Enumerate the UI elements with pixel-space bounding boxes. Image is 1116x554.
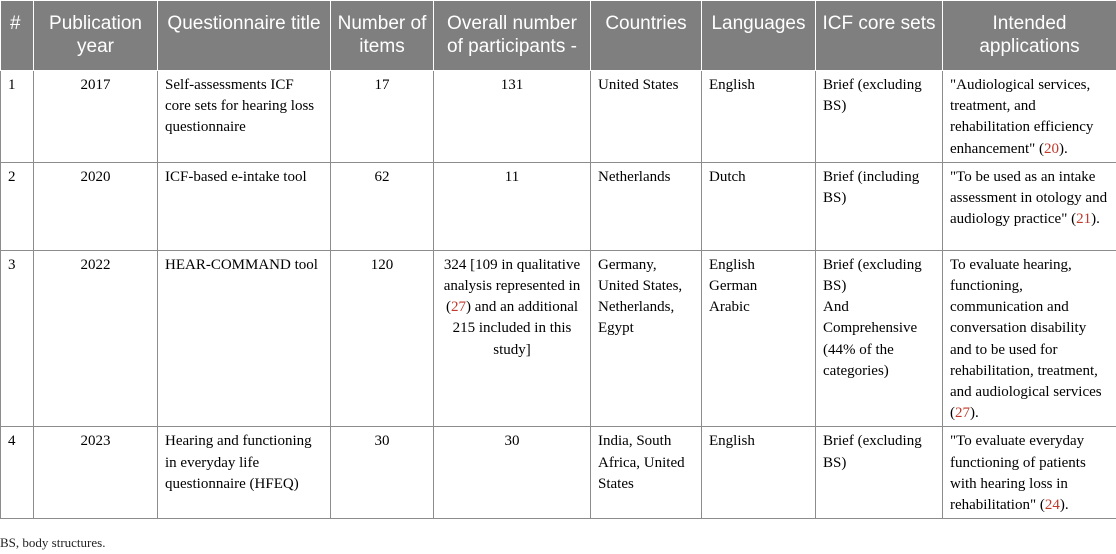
table-row — [1, 250, 1116, 427]
cell-num: 1 — [1, 71, 34, 163]
cell-participants: 131 — [434, 71, 591, 163]
icf-line: Brief (excluding BS) — [823, 256, 922, 295]
table-row — [1, 71, 1116, 163]
cell-applications — [943, 427, 1116, 519]
participants-text: 324 [109 in qualitative analysis represented in ( — [443, 256, 581, 316]
header-year: Publication year — [34, 1, 158, 71]
cell-applications — [943, 162, 1116, 250]
reference-link[interactable]: 20 — [1044, 140, 1059, 157]
cell-items: 120 — [331, 250, 434, 427]
header-num: # — [1, 1, 34, 71]
language-entry: English — [709, 256, 755, 273]
cell-title: Self-assessments ICF core sets for hearing loss questionnaire — [158, 71, 331, 163]
participants-after: ) and an additional 215 included in this study] — [452, 299, 579, 358]
cell-icf: Brief (excluding BS) — [816, 71, 943, 163]
cell-title: HEAR-COMMAND tool — [158, 250, 331, 427]
language-entry: German — [709, 278, 758, 295]
cell-languages: Dutch — [702, 162, 816, 250]
cell-applications — [943, 250, 1116, 427]
cell-participants: 30 — [434, 427, 591, 519]
app-text: "Audiological services, treatment, and rehabilitation efficiency enhancement" ( — [950, 77, 1094, 157]
reference-link[interactable]: 27 — [450, 299, 466, 316]
header-icf: ICF core sets — [816, 1, 943, 71]
cell-num: 3 — [1, 250, 34, 427]
cell-languages: English — [702, 71, 816, 163]
cell-countries: United States — [591, 71, 702, 163]
cell-icf: Brief (including BS) — [816, 162, 943, 250]
cell-countries: Netherlands — [591, 162, 702, 250]
table-row — [1, 162, 1116, 250]
header-title: Questionnaire title — [158, 1, 331, 71]
header-languages: Languages — [702, 1, 816, 71]
app-after: ). — [1059, 497, 1069, 514]
header-row — [1, 1, 1116, 71]
cell-countries: India, South Africa, United States — [591, 427, 702, 519]
cell-items: 17 — [331, 71, 434, 163]
cell-countries: Germany, United States, Netherlands, Egypt — [591, 250, 702, 427]
reference-link[interactable]: 24 — [1044, 497, 1060, 514]
cell-title: ICF-based e-intake tool — [158, 162, 331, 250]
cell-year: 2020 — [34, 162, 158, 250]
cell-title: Hearing and functioning in everyday life questionnaire (HFEQ) — [158, 427, 331, 519]
cell-icf — [816, 250, 943, 427]
cell-languages — [702, 250, 816, 427]
icf-line: And — [823, 299, 849, 316]
cell-participants — [434, 250, 591, 427]
cell-year: 2017 — [34, 71, 158, 163]
reference-link[interactable]: 27 — [955, 405, 970, 422]
app-text: "To be used as an intake assessment in otology and audiology practice" ( — [950, 168, 1108, 228]
app-text: "To evaluate everyday functioning of patients with hearing loss in rehabilitation" ( — [950, 433, 1086, 514]
header-countries: Countries — [591, 1, 702, 71]
app-after: ). — [970, 405, 979, 422]
cell-num: 4 — [1, 427, 34, 519]
cell-icf: Brief (excluding BS) — [816, 427, 943, 519]
table-row — [1, 427, 1116, 519]
cell-applications — [943, 71, 1116, 163]
cell-items: 30 — [331, 427, 434, 519]
header-applications: Intended applications — [943, 1, 1116, 71]
cell-year: 2022 — [34, 250, 158, 427]
language-entry: Arabic — [709, 299, 750, 316]
app-after: ). — [1091, 211, 1100, 228]
reference-link[interactable]: 21 — [1076, 211, 1092, 228]
icf-line: Comprehensive (44% of the categories) — [823, 320, 918, 379]
app-text: To evaluate hearing, functioning, communication and conversation disability and to be used for rehabilitation, treatment, and audiological services ( — [950, 256, 1102, 422]
cell-participants: 11 — [434, 162, 591, 250]
cell-year: 2023 — [34, 427, 158, 519]
header-items: Number of items — [331, 1, 434, 71]
app-after: ). — [1059, 140, 1068, 157]
cell-num: 2 — [1, 162, 34, 250]
cell-items: 62 — [331, 162, 434, 250]
table-footnote: BS, body structures. — [0, 535, 106, 550]
header-participants: Overall number of participants - — [434, 1, 591, 71]
cell-languages: English — [702, 427, 816, 519]
